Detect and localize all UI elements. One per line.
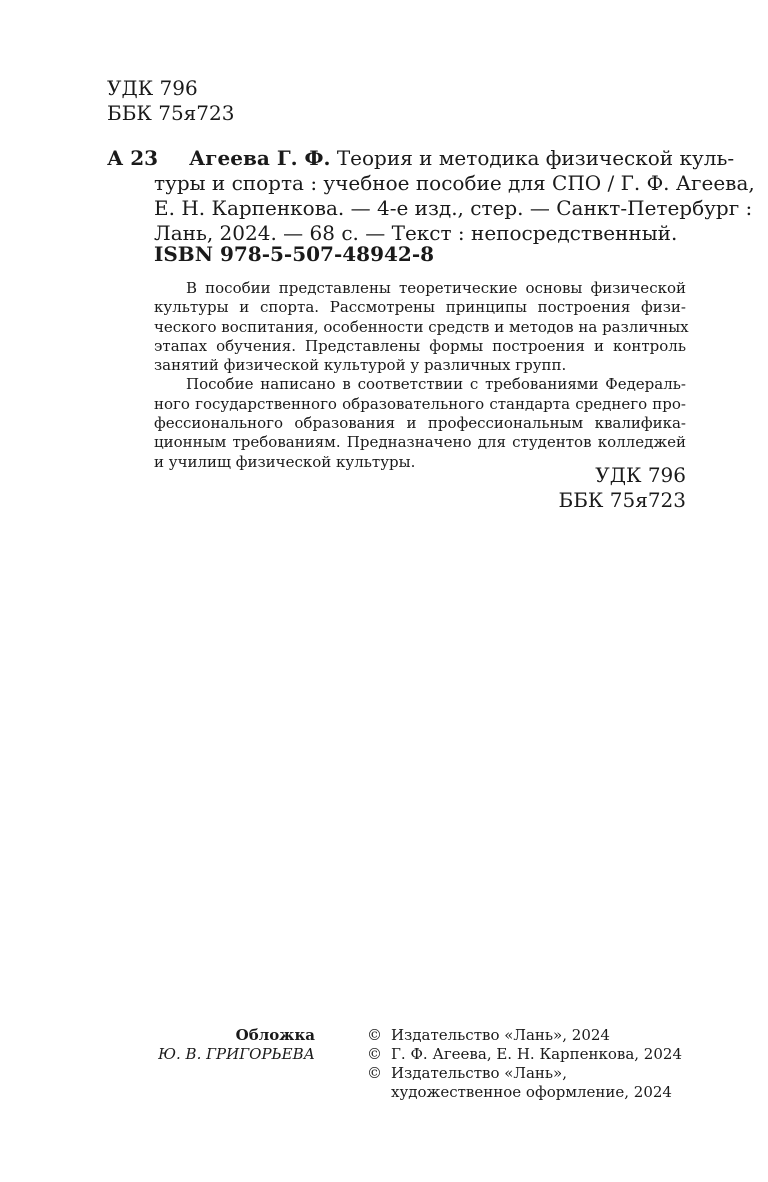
copyright-line: © Издательство «Лань», 2024 <box>367 1026 610 1044</box>
copyright-line: © Г. Ф. Агеева, Е. Н. Карпенкова, 2024 <box>367 1045 682 1063</box>
copyright-line: © Издательство «Лань», <box>367 1064 568 1082</box>
annotation-line: В пособии представлены теоретические основы физической <box>186 279 686 297</box>
bibliographic-record <box>154 146 755 246</box>
bbk-code: ББК 75я723 <box>558 488 686 512</box>
bbk-code: ББК 75я723 <box>107 101 235 125</box>
annotation-line: фессионального образования и профессиональным квалифика- <box>154 414 686 433</box>
udk-code: УДК 796 <box>595 463 686 487</box>
isbn: ISBN 978-5-507-48942-8 <box>154 242 435 266</box>
annotation-line: ционным требованиям. Предназначено для студентов колледжей <box>154 433 686 452</box>
copyright-symbol: © <box>367 1045 382 1063</box>
cover-label: Обложка <box>235 1026 315 1044</box>
copyright-block <box>367 1026 682 1102</box>
copyright-line-continuation: художественное оформление, 2024 <box>391 1083 672 1101</box>
biblio-line-2: туры и спорта : учебное пособие для СПО / Г. Ф. Агеева, <box>154 171 755 195</box>
copyright-symbol: © <box>367 1064 382 1082</box>
annotation-line: занятий физической культурой у различных групп. <box>154 356 567 375</box>
annotation-line: этапах обучения. Представлены формы построения и контроль <box>154 336 686 355</box>
author-sign: А 23 <box>107 146 159 170</box>
udk-code: УДК 796 <box>107 76 198 100</box>
udk-block-bottom <box>559 463 686 513</box>
copyright-symbol: © <box>367 1026 382 1044</box>
biblio-line-3: Е. Н. Карпенкова. — 4-е изд., стер. — Санкт-Петербург : <box>154 196 753 220</box>
annotation-line: Пособие написано в соответствии с требованиями Федераль- <box>186 375 686 394</box>
biblio-line-4: Лань, 2024. — 68 с. — Текст : непосредственный. <box>154 221 678 245</box>
annotation-line: ного государственного образовательного стандарта среднего про- <box>154 394 686 413</box>
annotation-line: и училищ физической культуры. <box>154 452 416 471</box>
udk-block-top <box>107 76 234 126</box>
annotation <box>154 279 689 472</box>
cover-credit <box>158 1026 315 1064</box>
author-name: Агеева Г. Ф. <box>189 146 331 170</box>
cover-artist: Ю. В. ГРИГОРЬЕВА <box>158 1045 315 1063</box>
biblio-line-1: Агеева Г. Ф. Теория и методика физической куль- <box>189 146 735 170</box>
annotation-line: ческого воспитания, особенности средств и методов на различных <box>154 317 689 336</box>
annotation-line: культуры и спорта. Рассмотрены принципы построения физи- <box>154 298 686 317</box>
